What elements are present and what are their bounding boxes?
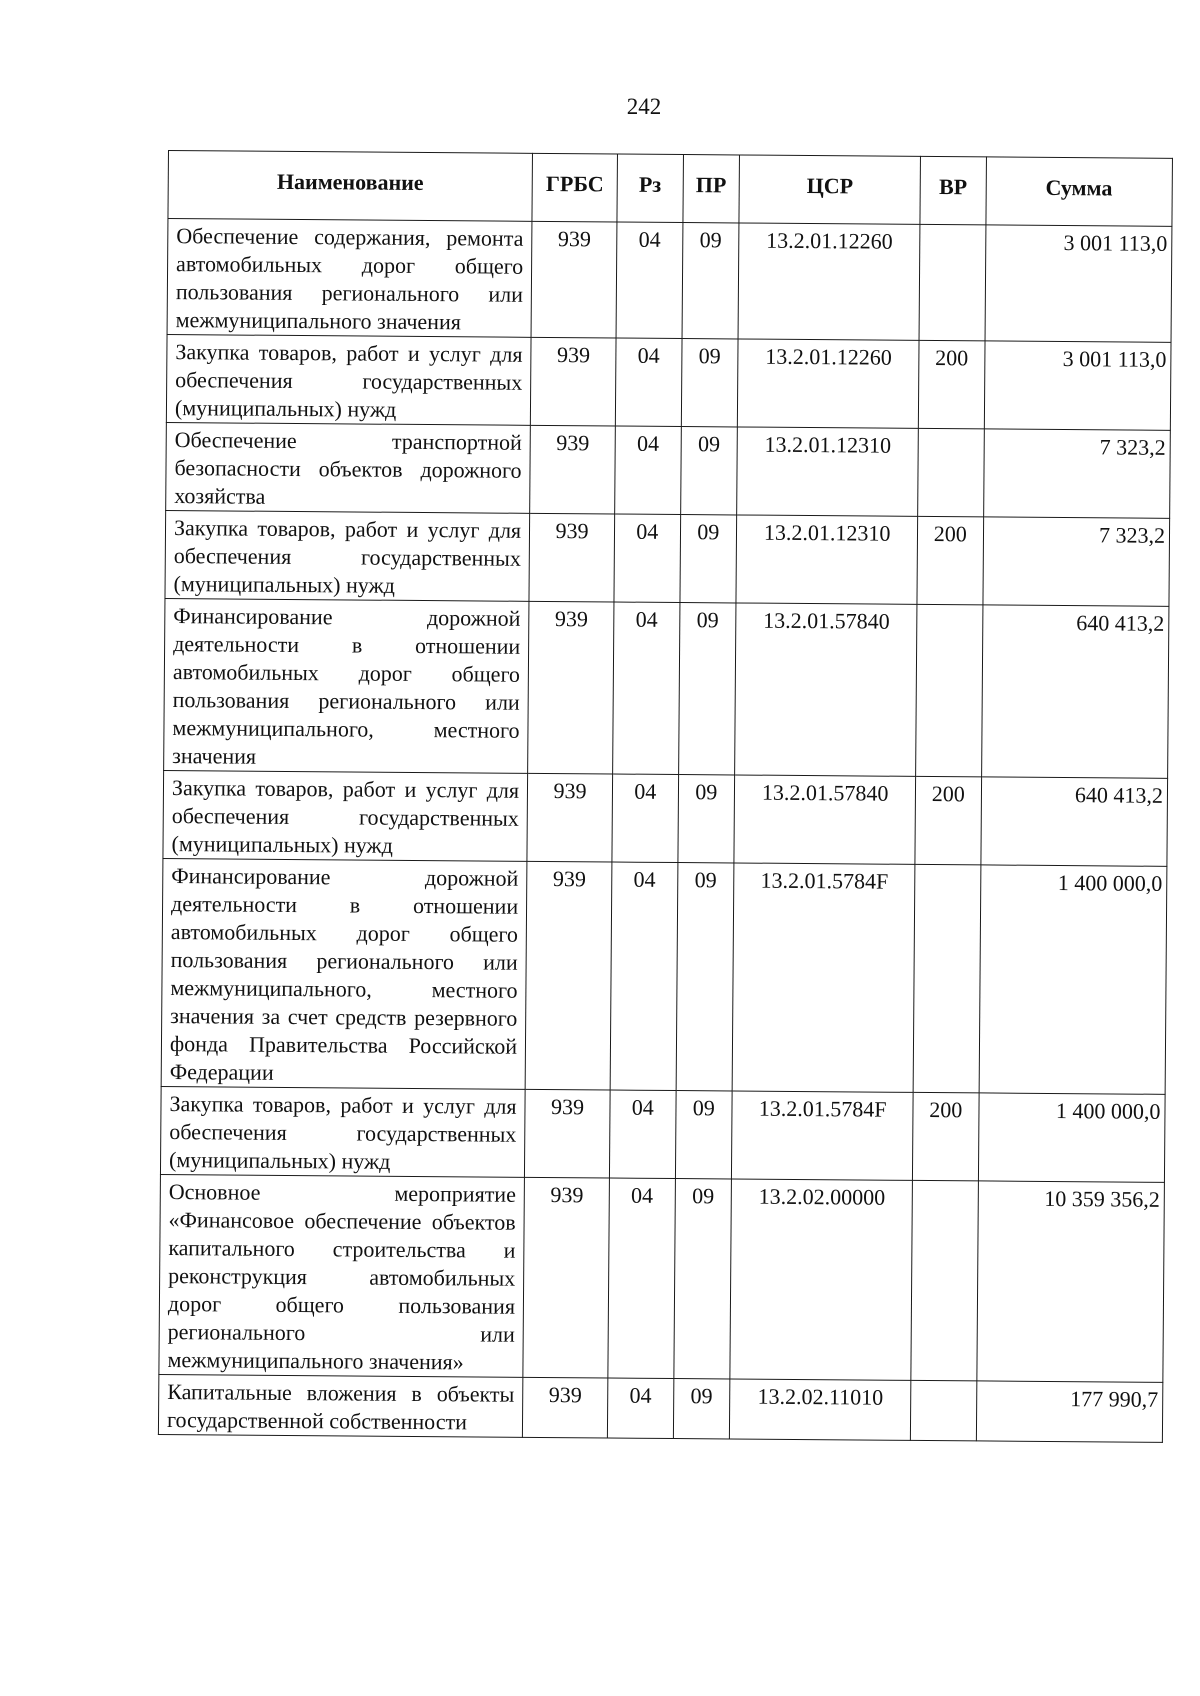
cell-rz: 04 [615,338,681,427]
cell-grbs: 939 [525,1089,611,1178]
cell-grbs: 939 [530,425,616,514]
cell-rz: 04 [608,1378,674,1439]
cell-rz: 04 [616,222,682,339]
cell-pr: 09 [679,515,736,603]
cell-vr: 200 [918,340,984,429]
cell-csr: 13.2.01.12260 [738,223,920,340]
cell-csr: 13.2.02.00000 [730,1179,913,1380]
cell-csr: 13.2.01.12310 [736,515,918,604]
table-row [158,1374,1162,1442]
cell-name: Финансирование дорожной деятельности в отношении автомобильных дорог общего пользования регионального или межмуниципального, местного значения [164,598,529,773]
table-row [166,422,1171,518]
cell-sum: 640 413,2 [981,605,1169,778]
cell-vr [913,864,980,1093]
cell-name: Финансирование дорожной деятельности в отношении автомобильных дорог общего пользования регионального или межмуниципального, местного значения за счет средств резервного фонда Правительства Российской Федерации [161,858,527,1089]
cell-pr: 09 [677,775,734,863]
cell-sum: 1 400 000,0 [978,1093,1165,1182]
table-row [165,510,1170,606]
budget-table [158,150,1173,1443]
table-row [164,598,1169,778]
cell-vr: 200 [915,776,981,865]
cell-csr: 13.2.02.11010 [730,1379,911,1440]
cell-rz: 04 [612,774,678,863]
cell-grbs: 939 [525,861,612,1090]
cell-sum: 10 359 356,2 [976,1181,1164,1382]
cell-pr: 09 [680,427,737,515]
header-csr: ЦСР [739,155,920,224]
cell-sum: 7 323,2 [982,517,1169,606]
header-vr: ВР [920,156,986,225]
cell-sum: 640 413,2 [980,777,1167,866]
table-row [159,1174,1165,1382]
header-grbs: ГРБС [532,153,618,222]
cell-sum: 177 990,7 [976,1381,1163,1442]
cell-vr [916,604,983,777]
cell-name: Основное мероприятие «Финансовое обеспечение объектов капитального строительства и реконструкция автомобильных дорог общего пользования регионального или межмуниципального значения» [159,1174,525,1377]
cell-rz: 04 [610,862,677,1091]
cell-vr [911,1380,977,1441]
page-number: 242 [626,94,662,119]
cell-grbs: 939 [529,513,615,602]
cell-sum: 7 323,2 [983,429,1170,518]
cell-sum: 3 001 113,0 [985,225,1172,342]
table-row [160,1086,1165,1182]
cell-pr: 09 [675,1091,732,1179]
cell-name: Закупка товаров, работ и услуг для обеспечения государственных (муниципальных) нужд [166,334,531,425]
cell-name: Обеспечение транспортной безопасности объектов дорожного хозяйства [166,422,531,513]
cell-pr: 09 [681,339,738,427]
cell-pr: 09 [673,1379,730,1439]
cell-pr: 09 [673,1179,731,1379]
cell-rz: 04 [614,514,680,603]
cell-rz: 04 [613,602,680,775]
cell-csr: 13.2.01.57840 [735,603,917,776]
cell-vr: 200 [917,516,983,605]
cell-grbs: 939 [523,1177,610,1378]
table-row [161,858,1167,1094]
cell-name: Закупка товаров, работ и услуг для обеспечения государственных (муниципальных) нужд [165,510,530,601]
table-row [166,334,1171,430]
cell-rz: 04 [608,1178,675,1379]
cell-pr: 09 [682,223,740,339]
header-row [168,151,1173,227]
cell-grbs: 939 [527,773,613,862]
cell-name: Закупка товаров, работ и услуг для обеспечения государственных (муниципальных) нужд [160,1086,525,1177]
cell-vr [919,224,985,341]
cell-sum: 1 400 000,0 [979,865,1167,1094]
cell-csr: 13.2.01.12260 [738,339,920,428]
cell-rz: 04 [610,1090,676,1179]
cell-grbs: 939 [528,601,614,774]
header-name: Наименование [168,151,533,222]
cell-rz: 04 [615,426,681,515]
table-row [163,770,1168,866]
cell-vr: 200 [913,1092,979,1181]
header-pr: ПР [682,155,739,223]
cell-vr [918,428,984,517]
header-rz: Рз [617,154,683,223]
header-sum: Сумма [985,157,1172,226]
cell-name: Капитальные вложения в объекты государственной собственности [158,1374,523,1437]
cell-grbs: 939 [531,221,617,338]
cell-vr [911,1180,978,1381]
cell-csr: 13.2.01.12310 [737,427,919,516]
table-row [167,219,1172,343]
cell-csr: 13.2.01.5784F [732,1091,914,1180]
cell-grbs: 939 [522,1377,607,1438]
cell-csr: 13.2.01.5784F [732,863,915,1092]
cell-pr: 09 [678,603,736,775]
cell-csr: 13.2.01.57840 [734,775,916,864]
cell-name: Закупка товаров, работ и услуг для обеспечения государственных (муниципальных) нужд [163,770,528,861]
cell-sum: 3 001 113,0 [984,341,1171,430]
cell-pr: 09 [676,863,734,1091]
cell-grbs: 939 [530,337,616,426]
cell-name: Обеспечение содержания, ремонта автомобильных дорог общего пользования регионального или межмуниципального значения [167,219,532,338]
